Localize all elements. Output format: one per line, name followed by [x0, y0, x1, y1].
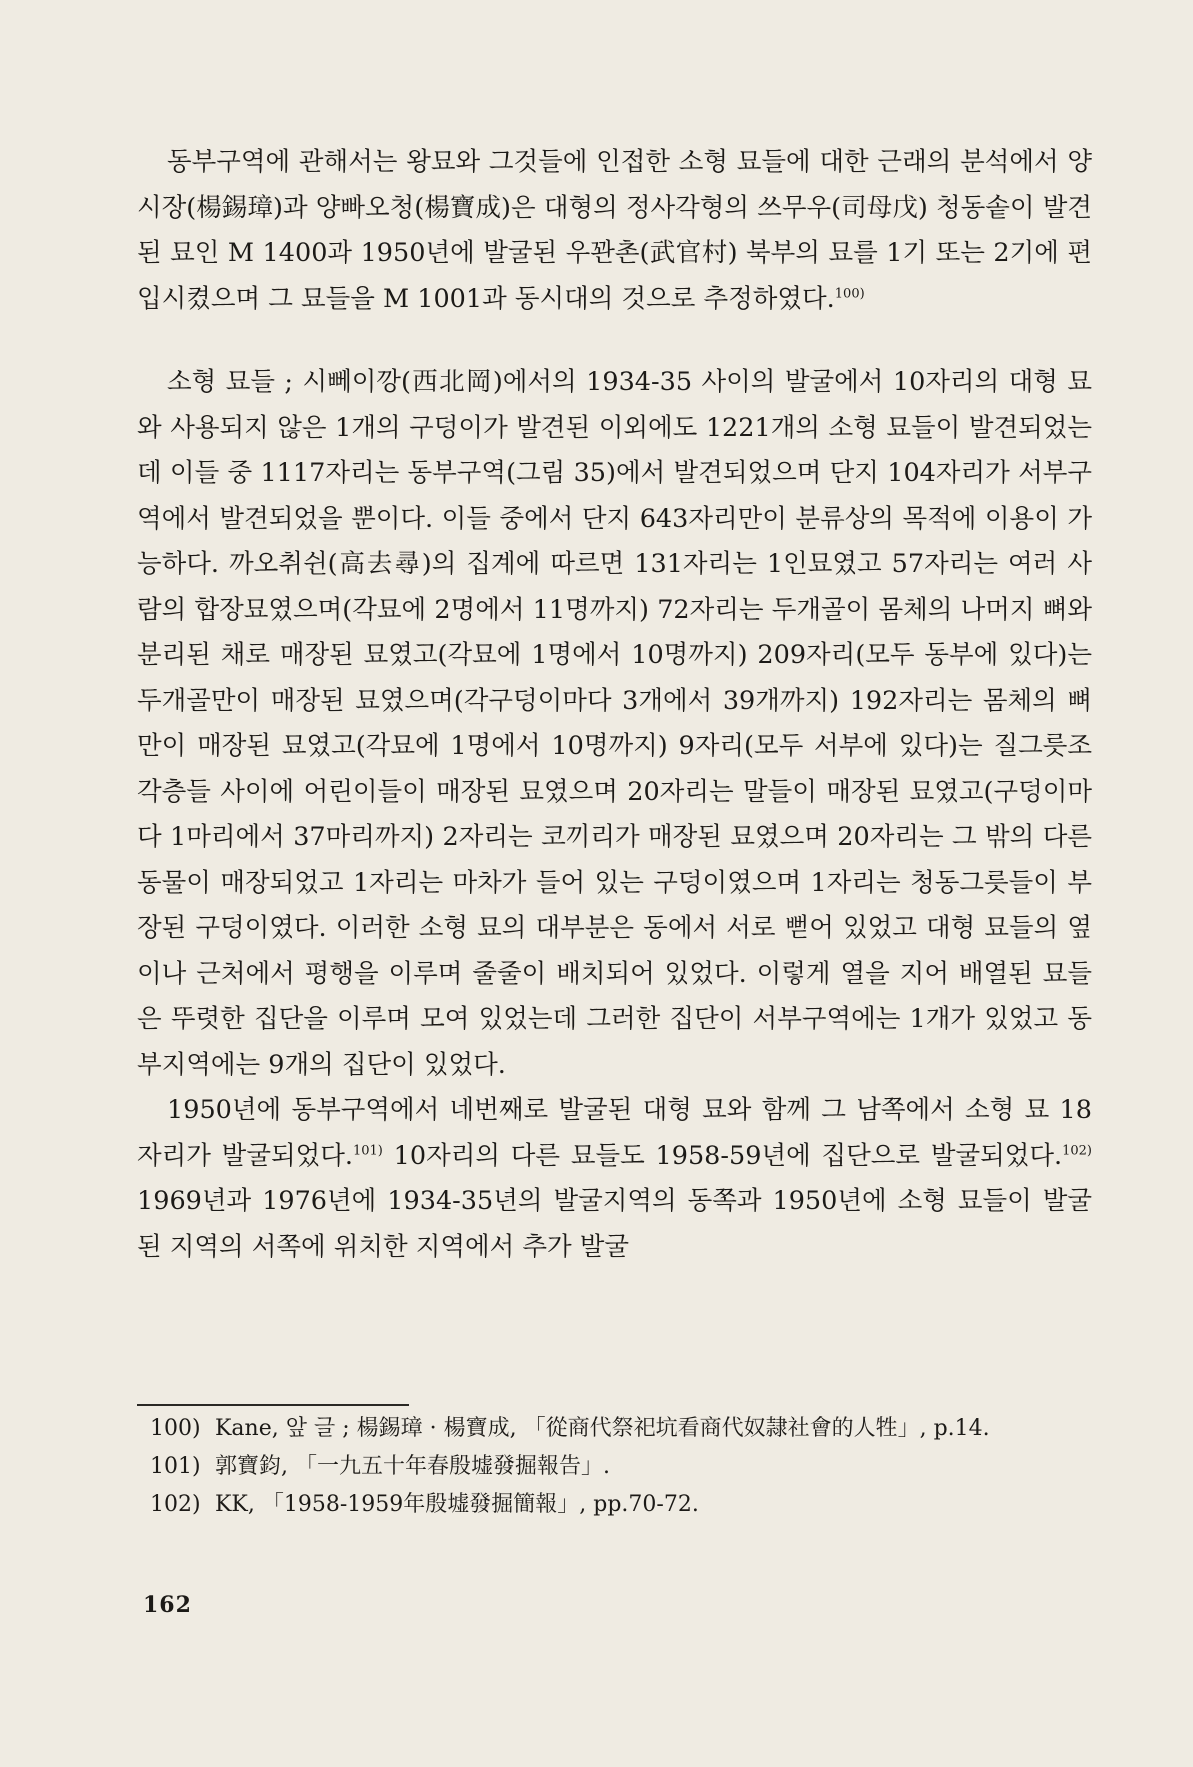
paragraph-1950-excavation: [137, 1088, 1092, 1270]
footnote-number: 100): [150, 1416, 201, 1441]
footnote-divider: [137, 1404, 409, 1406]
footnote-text: Kane, 앞 글 ; 楊錫璋 · 楊寶成, 「從商代祭祀坑看商代奴隷社會的人牲」, p.14.: [215, 1416, 990, 1441]
paragraph-text: 소형 묘들 ; 시뻬이깡(西北岡)에서의 1934-35 사이의 발굴에서 10자리의 대형 묘와 사용되지 않은 1개의 구덩이가 발견된 이외에도 1221개의 소형 묘들이 발견되었는데 이들 중 1117자리는 동부구역(그림 35)에서 발견되었으며 단지 104자리가 서부구역에서 발견되었을 뿐이다. 이들 중에서 단지 643자리만이 분류상의 목적에 이용이 가능하다. 까오취쉰(高去尋)의 집계에 따르면 131자리는 1인묘였고 57자리는 여러 사람의 합장묘였으며(각묘에 2명에서 11명까지) 72자리는 두개골이 몸체의 나머지 뼈와 분리된 채로 매장된 묘였고(각묘에 1명에서 10명까지) 209자리(모두 동부에 있다)는 두개골만이 매장된 묘였으며(각구덩이마다 3개에서 39개까지) 192자리는 몸체의 뼈만이 매장된 묘였고(각묘에 1명에서 10명까지) 9자리(모두 서부에 있다)는 질그릇조각층들 사이에 어린이들이 매장된 묘였으며 20자리는 말들이 매장된 묘였고(구덩이마다 1마리에서 37마리까지) 2자리는 코끼리가 매장된 묘였으며 20자리는 그 밖의 다른 동물이 매장되었고 1자리는 마차가 들어 있는 구덩이였으며 1자리는 청동그릇들이 부장된 구덩이였다. 이러한 소형 묘의 대부분은 동에서 서로 뻗어 있었고 대형 묘들의 옆이나 근처에서 평행을 이루며 줄줄이 배치되어 있었다. 이렇게 열을 지어 배열된 묘들은 뚜렷한 집단을 이루며 모여 있었는데 그러한 집단이 서부구역에는 1개가 있었고 동부지역에는 9개의 집단이 있었다.: [137, 367, 1092, 1080]
footnotes: [150, 1410, 1095, 1524]
footnote-101: [150, 1448, 1095, 1486]
footnote-102: [150, 1486, 1095, 1524]
paragraph-text: 10자리의 다른 묘들도 1958-59년에 집단으로 발굴되었다.: [382, 1140, 1063, 1171]
footnote-ref-102: 102): [1062, 1143, 1092, 1158]
body-text: [137, 140, 1092, 1270]
page-number: 162: [143, 1592, 192, 1618]
paragraph-text: 1969년과 1976년에 1934-35년의 발굴지역의 동쪽과 1950년에 소형 묘들이 발굴된 지역의 서쪽에 위치한 지역에서 추가 발굴: [137, 1186, 1092, 1262]
paragraph-text: 1950년에 동부구역에서 네번째로 발굴된 대형 묘와 함께 그 남쪽에서 소형 묘 18자리가 발굴되었다.: [137, 1095, 1092, 1171]
footnote-number: 101): [150, 1454, 201, 1479]
footnote-text: 郭寶鈞, 「一九五十年春殷墟發掘報告」.: [215, 1454, 610, 1479]
paragraph-gap: [137, 322, 1092, 360]
footnote-text: KK, 「1958-1959年殷墟發掘簡報」, pp.70-72.: [215, 1492, 699, 1517]
paragraph-text: 동부구역에 관해서는 왕묘와 그것들에 인접한 소형 묘들에 대한 근래의 분석에서 양시장(楊錫璋)과 양빠오청(楊寶成)은 대형의 정사각형의 쓰무우(司母戊) 청동솥이 발견된 묘인 M 1400과 1950년에 발굴된 우꽌촌(武官村) 북부의 묘를 1기 또는 2기에 편입시켰으며 그 묘들을 M 1001과 동시대의 것으로 추정하였다.: [137, 147, 1092, 314]
footnote-number: 102): [150, 1492, 201, 1517]
paragraph-east-section: [137, 140, 1092, 322]
footnote-100: [150, 1410, 1095, 1448]
footnote-ref-100: 100): [834, 286, 865, 301]
paragraph-small-tombs: [137, 360, 1092, 1088]
footnote-ref-101: 101): [352, 1143, 383, 1158]
